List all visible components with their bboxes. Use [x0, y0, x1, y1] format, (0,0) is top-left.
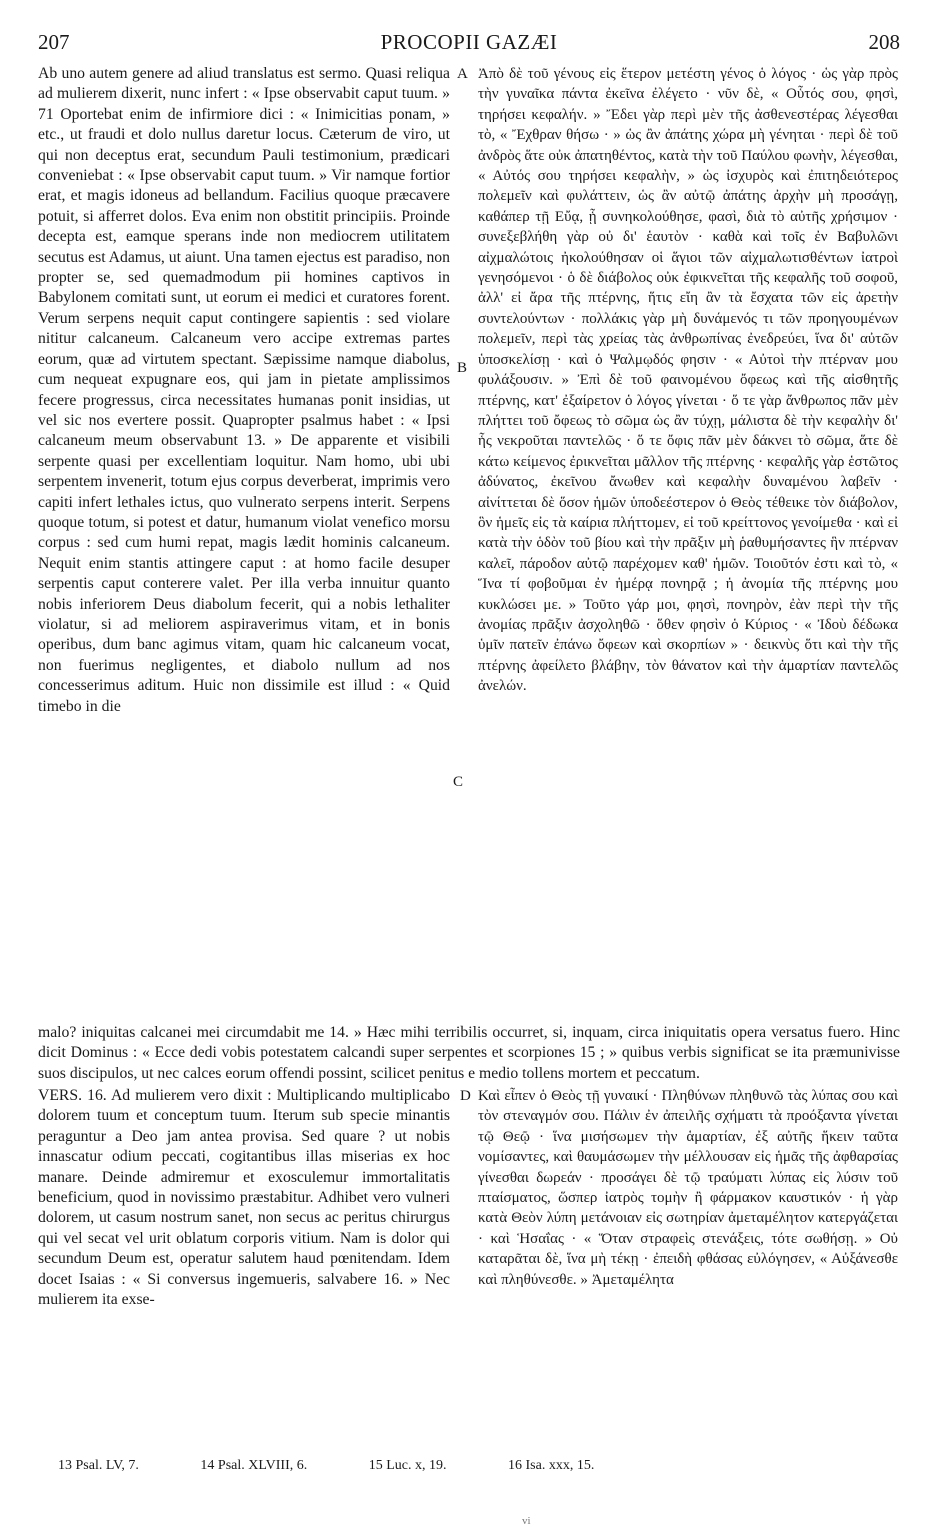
full-width-paragraph	[38, 1023, 900, 1084]
latin-text-bottom: VERS. 16. Ad mulierem vero dixit : Multiplicando multiplicabo dolorem tuum et conceptum tuum. Iterum sub specie minantis peraguntur a Deo jam antea provisa. Sed quare ? ut nobis innascatur odium peccati, cogitantibus illas miserias ex hoc manare. Deinde admiremur et exosculemur immortalitatis beneficium, quod in novissimo præstabitur. Adhibet vero vulneri dolorem, ut casum nostrum sanet, non secus ac peritus chirurgus qui vel secat vel urit oblatum corporis vitium. Nam is dolor qui secundum Deum est, operatur salutem haud pœnitendam. Idem docet Isaias : « Si conversus ingemueris, salvabere 16. » Nec mulierem ita exse-	[38, 1087, 450, 1309]
margin-marker-b: B	[457, 360, 468, 376]
greek-text-top: Ἀπὸ δὲ τοῦ γένους εἰς ἕτερον μετέστη γένος ὁ λόγος · ὡς γὰρ πρὸς τὴν γυναῖκα πάντα ἐκεῖνα ἐλέγετο · νῦν δὲ, « Οὗτός σου, φησὶ, τηρήσει κεφαλήν. » Ἔδει γὰρ περὶ μὲν τῆς ἀσθενεστέρας λέγεσθαι τὸ, « Ἔχθραν θήσω · » ὡς ἂν ἀπάτης χώρα μὴ γένηται · περὶ δὲ τοῦ ἀνδρὸς ἅτε οὐκ ἀπατηθέντος, κατὰ τὴν τοῦ Παύλου φωνὴν, λέγεσθαι, « Αὐτός σου τηρήσει κεφαλὴν, » ὡς ἰσχυρὸς καὶ ἐπιτηδειότερος πολεμεῖν καὶ φυλάττειν, ὡς ἂν αὐτῷ ἀπάτης ἀρχὴν μὴ προσάγῃ, καθάπερ τῇ Εὔᾳ, ᾗ συνηκολούθησε, φασὶ, διὰ τὸ αὐτῆς χρήσιμον · συνεξεβλήθη γὰρ οὐ δι' ἑαυτὸν · καθὰ καὶ τοῖς ἐν Βαβυλῶνι αἰχμαλώτοις ἠκολούθησαν οἱ ἅγιοι τῶν αἰχμαλωτισθέντων ἰατροὶ γενησόμενοι · ὁ δὲ διάβολος οὐκ ἐφικνεῖται τῆς κεφαλῆς τοῦ σοφοῦ, ἀλλ' εἰ ἄρα τῆς πτέρνης, ἥτις εἴη ἂν τὰ ἔσχατα τῶν εἰς ἀρετὴν συντελούντων · πολλάκις γὰρ μὴ δυνάμενός τι τῶν προηγουμένων πολεμεῖν, περὶ τὰς χρείας τὰς ἀνθρωπίνας ἐνεδρεύει, ἵνα δι' αὐτῶν ὑποσκελίσῃ · καὶ ὁ Ψαλμῳδός φησιν · « Αὐτοὶ τὴν πτέρναν μου φυλάξουσιν. » Ἐπὶ δὲ τοῦ φαινομένου ὄφεως καὶ τῆς αἰσθητῆς πτέρνης, κατ' ἐξαίρετον ὁ λόγος γίνεται · ὅ τε γὰρ ἄνθρωπος πᾶν μὲν πλήττει τοῦ ὄφεως τὸ σῶμα ὡς ἂν τύχῃ, μάλιστα δὲ τὴν κεφαλὴν δι' ἧς νεκροῦται παντελῶς · ὅ τε ὄφις πᾶν μὲν δάκνει τὸ σῶμα, ἅτε δὲ κάτω κείμενος ἐρικνεῖται μᾶλλον τῆς πτέρνης · κεφαλῆς γὰρ ἑστῶτος ἀδύνατος, ἐκεῖνου ἄνωθεν καὶ κεφαλὴν δυναμένου λαβεῖν · αἰνίττεται δὲ ὅσον ἡμῶν ὑποδεέστερον ὁ Θεὸς τέθεικε τὸν διάβολον, ὃν ἡμεῖς εἰς τὰ καίρια πλήττομεν, εἰ τοῦ κρείττονος γενοίμεθα · καὶ εἰ κατὰ τὴν ὁδὸν τοῦ βίου καὶ τὴν πρᾶξιν μὴ ῥαθυμήσαντες ἣν πτέρναν καλεῖ, πάροδον αὐτῷ παρέχομεν καθ' ἡμῶν. Τοιοῦτόν ἐστι καὶ τὸ, « Ἵνα τί φοβοῦμαι ἐν ἡμέρᾳ πονηρᾷ ; ἡ ἀνομία τῆς πτέρνης μου κυκλώσει με. » Τοῦτο γάρ μοι, φησὶ, πονηρὸν, ἐὰν περὶ τὴν τῆς ἀνομίας πρᾶξιν ἀσχοληθῶ · ὅθεν φησὶν ὁ Κύριος · « Ἰδοὺ δέδωκα ὑμῖν πατεῖν ἐπάνω ὄφεων καὶ σκορπίων » · δεικνὺς ὅτι καὶ τὴν τῆς πτέρνης ἀφείλετο βλάβην, τὸν θάνατον καὶ τὴν ἁμαρτίαν παντελῶς ἀνελών.	[478, 66, 898, 695]
right-page-number: 208	[868, 30, 900, 54]
page-mark: vi	[522, 1515, 531, 1527]
margin-marker-c: C	[453, 774, 464, 790]
latin-text-top: Ab uno autem genere ad aliud translatus est sermo. Quasi reliqua ad mulierem dixerit, nunc infert : « Ipse observabit caput tuum. » 71 Oportebat enim de infirmiore dici : « Inimicitias ponam, » etc., ut fraudi et dolo nullus daretur locus. Cæterum de viro, ut qui non deceptus erat, secundum Pauli testimonium, prædicari conveniebat : « Ipse observabit caput tuum. » Vir namque fortior erat, et magis idoneus ad bellandum. Facilius quoque præcavere potuit, si afferret dolos. Eva enim non obstitit principiis. Proinde decepta est, eamque sperans inde non mediocrem utilitatem secutus est Adamus, ut aiunt. Una tamen ejectus est paradiso, non propter se, sed quemadmodum pii homines captivos in Babylonem comitati sunt, ut eorum ei medici et curatores forent. Verum serpens nequit caput contingere sapientis : sed violare nititur calcaneum. Calcaneum vero accipe extremas partes eorum, quæ ad virtutem spectant. Sæpissime namque diabolus, cum nequeat expugnare eos, qui jam in pietate amplissimos fecere progressus, circa necessitates humanas ponit insidias, ut vel sic nos evertere possit. Quapropter psalmus habet : « Ipsi calcaneum meum observabunt 13. » De apparente et visibili serpente quasi per excellentiam loquitur. Nam homo, ubi ubi serpentem invenerit, totum ejus corpus deverberat, imprimis vero capiti infert lethales ictus, quo vulnerato serpens interit. Serpens quoque totum, si potest et datur, humanum violat venefico morsu corpus : sed cum humi repat, magis lædit hominis calcaneum. Nequit enim stantis attingere caput : at homo facile desuper serpentis caput conterere valet. Per illa verba innuitur quanto nobis inferiorem Deus diabolum fecerit, qui a nobis lethaliter violatur, si ad meliorem aspiraverimus vitam, et in bonis operibus, dum banc agimus vitam, quam hic calcaneum vocat, non fuerimus negligentes, et diabolo nullum ad nos concesserimus aditum. Huic non dissimile est illud : « Quid timebo in die	[38, 65, 450, 715]
margin-marker-d: D	[460, 1088, 471, 1104]
running-title: PROCOPII GAZÆI	[380, 30, 558, 54]
greek-column-bottom	[478, 1086, 898, 1290]
full-width-text: malo? iniquitas calcanei mei circumdabit me 14. » Hæc mihi terribilis occurret, si, inquam, circa iniquitatis opera versatus fuero. Hinc dicit Dominus : « Ecce dedi vobis potestatem calcandi super serpentes et scorpiones 15 ; » quibus verbis significat se ita præmunivisse suos discipulos, ut nec calces eorum offendi possint, scilicet penitus e medio tollens mortem et peccatum.	[38, 1024, 900, 1082]
running-header	[38, 30, 900, 60]
footnote-15: 15 Luc. x, 19.	[368, 1458, 447, 1473]
greek-column-top	[478, 64, 898, 697]
footnote-14: 14 Psal. XLVIII, 6.	[200, 1458, 308, 1473]
latin-column-bottom	[38, 1086, 450, 1310]
footnote-16: 16 Isa. xxx, 15.	[508, 1458, 595, 1473]
margin-marker-a: A	[457, 66, 468, 82]
footnote-13: 13 Psal. LV, 7.	[58, 1458, 139, 1473]
greek-text-bottom: Καὶ εἶπεν ὁ Θεὸς τῇ γυναικί · Πληθύνων πληθυνῶ τὰς λύπας σου καὶ τὸν στεναγμόν σου. Πάλιν ἐν ἀπειλῆς σχήματι τὰ προόξαντα γίνεται τῷ Θεῷ · ἵνα μισήσωμεν τὴν ἁμαρτίαν, ἐξ αὐτῆς ἥκειν ταῦτα νομίσαντες, καὶ θαυμάσωμεν τὴν μέλλουσαν εἰς ἡμᾶς τῆς ἀφθαρσίας γίνεσθαι δωρεάν · προσάγει δὲ τῷ τραύματι λύπας εἰς λύσιν τοῦ πταίσματος, ὥσπερ ἰατρὸς τομὴν ἢ φάρμακον καυστικόν · ἡ γὰρ κατὰ Θεὸν λύπη μετάνοιαν εἰς σωτηρίαν ἀμεταμέλητον κατεργάζεται · καὶ Ἡσαΐας · « Ὅταν στραφεὶς στενάξεις, τότε σωθήσῃ. » Οὐ καταρᾶται δὲ, ἵνα μὴ τέκῃ · ἐπειδὴ φθάσας εὐλόγησεν, « Αὐξάνεσθε καὶ πληθύνεσθε. » Ἀμεταμέλητα	[478, 1088, 898, 1288]
footnotes	[58, 1458, 898, 1474]
latin-column-top	[38, 64, 450, 717]
left-page-number: 207	[38, 30, 70, 54]
